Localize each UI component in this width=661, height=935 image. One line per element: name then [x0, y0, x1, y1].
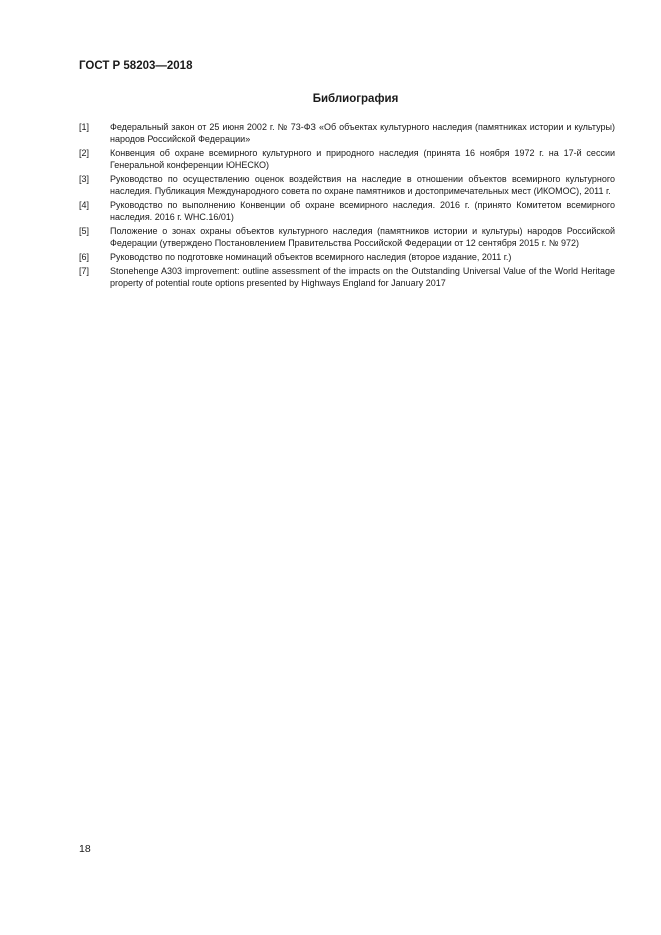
- entry-number: [2]: [79, 148, 90, 158]
- entry-text: Руководство по подготовке номинаций объектов всемирного наследия (второе издание, 2011 г.): [110, 252, 512, 262]
- document-header: ГОСТ Р 58203—2018: [79, 60, 193, 72]
- page-number: 18: [79, 843, 91, 855]
- bibliography-entry: [79, 173, 615, 197]
- bibliography-entry: [79, 147, 615, 171]
- entry-text: Федеральный закон от 25 июня 2002 г. № 73-ФЗ «Об объектах культурного наследия (памятниках истории и культуры) народов Российской Федерации»: [110, 122, 615, 144]
- entry-number: [6]: [79, 252, 90, 262]
- entry-number: [5]: [79, 226, 90, 236]
- entry-text: Положение о зонах охраны объектов культурного наследия (памятников истории и культуры) народов Российской Федерации (утверждено Постановлением Правительства Российской Федерации от 12 сентября 2015 г. № 972): [110, 226, 615, 248]
- bibliography-entry: [79, 251, 615, 263]
- entry-text: Stonehenge A303 improvement: outline assessment of the impacts on the Outstanding Universal Value of the World Heritage property of potential route options presented by Highways England for January 2017: [110, 266, 615, 288]
- entry-text: Руководство по выполнению Конвенции об охране всемирного наследия. 2016 г. (принято Комитетом всемирного наследия. 2016 г. WHC.16/01): [110, 200, 615, 222]
- section-title: Библиография: [312, 93, 399, 105]
- entry-number: [4]: [79, 200, 90, 210]
- bibliography-entry: [79, 121, 615, 145]
- entry-number: [3]: [79, 174, 90, 184]
- bibliography-list: [79, 121, 615, 291]
- bibliography-entry: [79, 199, 615, 223]
- entry-number: [7]: [79, 266, 90, 276]
- bibliography-entry: [79, 225, 615, 249]
- entry-text: Руководство по осуществлению оценок воздействия на наследие в отношении объектов всемирного культурного наследия. Публикация Международного совета по охране памятников и достопримечательных мест (ИКОМОС), 2011 г.: [110, 174, 615, 196]
- entry-number: [1]: [79, 122, 90, 132]
- bibliography-entry: [79, 265, 615, 289]
- entry-text: Конвенция об охране всемирного культурного и природного наследия (принята 16 ноября 1972 г. на 17-й сессии Генеральной конференции ЮНЕСКО): [110, 148, 615, 170]
